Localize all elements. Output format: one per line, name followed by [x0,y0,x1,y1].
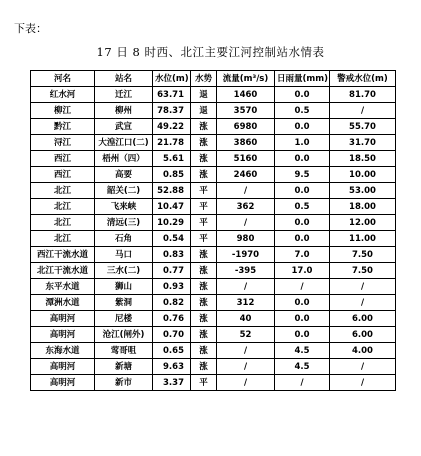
col-header-flow: 流量(m³/s) [217,71,275,87]
rainfall-cell: 0.0 [275,311,330,327]
rainfall-cell: 0.0 [275,231,330,247]
table-row [31,135,396,151]
flow-cell: 3860 [217,135,275,151]
trend-cell: 涨 [191,247,217,263]
flow-cell: 40 [217,311,275,327]
level-cell: 0.85 [153,167,191,183]
trend-cell: 平 [191,183,217,199]
table-row [31,327,396,343]
level-cell: 10.47 [153,199,191,215]
table-row [31,167,396,183]
col-header-station: 站名 [95,71,153,87]
water-level-table [30,70,396,391]
station-cell: 沧江(闸外) [95,327,153,343]
warning-cell: 10.00 [330,167,396,183]
flow-cell: 3570 [217,103,275,119]
level-cell: 0.65 [153,343,191,359]
level-cell: 5.61 [153,151,191,167]
river-cell: 东平水道 [31,279,95,295]
river-cell: 高明河 [31,311,95,327]
level-cell: 0.70 [153,327,191,343]
station-cell: 新塘 [95,359,153,375]
trend-cell: 退 [191,87,217,103]
trend-cell: 平 [191,215,217,231]
flow-cell: 52 [217,327,275,343]
rainfall-cell: 0.5 [275,199,330,215]
station-cell: 高要 [95,167,153,183]
river-cell: 西江 [31,167,95,183]
rainfall-cell: 0.0 [275,119,330,135]
trend-cell: 平 [191,375,217,391]
level-cell: 78.37 [153,103,191,119]
table-row [31,103,396,119]
trend-cell: 涨 [191,279,217,295]
river-cell: 北江 [31,231,95,247]
river-cell: 北江干流水道 [31,263,95,279]
table-row [31,375,396,391]
col-header-warning: 警戒水位(m) [330,71,396,87]
flow-cell: 312 [217,295,275,311]
table-row [31,215,396,231]
river-cell: 黔江 [31,119,95,135]
rainfall-cell: 0.5 [275,103,330,119]
table-row [31,231,396,247]
river-cell: 西江干流水道 [31,247,95,263]
river-cell: 北江 [31,215,95,231]
flow-cell: 362 [217,199,275,215]
flow-cell: 1460 [217,87,275,103]
station-cell: 石角 [95,231,153,247]
table-row [31,119,396,135]
rainfall-cell: 7.0 [275,247,330,263]
flow-cell: / [217,375,275,391]
table-row [31,343,396,359]
river-cell: 柳江 [31,103,95,119]
river-cell: 潭洲水道 [31,295,95,311]
table-row [31,199,396,215]
river-cell: 红水河 [31,87,95,103]
warning-cell: / [330,279,396,295]
warning-cell: 6.00 [330,311,396,327]
level-cell: 0.82 [153,295,191,311]
trend-cell: 涨 [191,135,217,151]
header-row [31,71,396,87]
station-cell: 尼楼 [95,311,153,327]
warning-cell: / [330,295,396,311]
trend-cell: 涨 [191,119,217,135]
flow-cell: -1970 [217,247,275,263]
rainfall-cell: 17.0 [275,263,330,279]
level-cell: 3.37 [153,375,191,391]
level-cell: 0.83 [153,247,191,263]
rainfall-cell: 0.0 [275,87,330,103]
intro-text: 下表： [14,22,47,35]
warning-cell: 81.70 [330,87,396,103]
station-cell: 武宣 [95,119,153,135]
level-cell: 49.22 [153,119,191,135]
level-cell: 0.54 [153,231,191,247]
table-row [31,295,396,311]
river-cell: 高明河 [31,375,95,391]
table-row [31,359,396,375]
col-header-trend: 水势 [191,71,217,87]
flow-cell: / [217,279,275,295]
table-row [31,279,396,295]
col-header-river: 河名 [31,71,95,87]
trend-cell: 涨 [191,343,217,359]
table-row [31,87,396,103]
warning-cell: / [330,375,396,391]
level-cell: 21.78 [153,135,191,151]
level-cell: 52.88 [153,183,191,199]
station-cell: 狮山 [95,279,153,295]
rainfall-cell: / [275,279,330,295]
station-cell: 飞来峡 [95,199,153,215]
trend-cell: 退 [191,103,217,119]
river-cell: 北江 [31,183,95,199]
station-cell: 大湟江口(二) [95,135,153,151]
trend-cell: 涨 [191,167,217,183]
flow-cell: 2460 [217,167,275,183]
trend-cell: 涨 [191,311,217,327]
station-cell: 三水(二) [95,263,153,279]
flow-cell: / [217,215,275,231]
rainfall-cell: / [275,375,330,391]
rainfall-cell: 0.0 [275,215,330,231]
rainfall-cell: 0.0 [275,327,330,343]
level-cell: 9.63 [153,359,191,375]
rainfall-cell: 0.0 [275,295,330,311]
warning-cell: / [330,359,396,375]
flow-cell: 6980 [217,119,275,135]
trend-cell: 涨 [191,263,217,279]
level-cell: 10.29 [153,215,191,231]
table-row [31,247,396,263]
rainfall-cell: 0.0 [275,183,330,199]
river-cell: 西江 [31,151,95,167]
warning-cell: 7.50 [330,263,396,279]
rainfall-cell: 1.0 [275,135,330,151]
flow-cell: 5160 [217,151,275,167]
station-cell: 马口 [95,247,153,263]
trend-cell: 平 [191,199,217,215]
station-cell: 清远(三) [95,215,153,231]
trend-cell: 涨 [191,151,217,167]
warning-cell: 12.00 [330,215,396,231]
river-cell: 北江 [31,199,95,215]
warning-cell: 18.00 [330,199,396,215]
flow-cell: / [217,359,275,375]
flow-cell: 980 [217,231,275,247]
warning-cell: 53.00 [330,183,396,199]
table-row [31,263,396,279]
flow-cell: / [217,343,275,359]
trend-cell: 平 [191,231,217,247]
river-cell: 高明河 [31,359,95,375]
flow-cell: / [217,183,275,199]
level-cell: 63.71 [153,87,191,103]
warning-cell: / [330,103,396,119]
river-cell: 浔江 [31,135,95,151]
table-title: 17 日 8 时西、北江主要江河控制站水情表 [96,45,325,59]
col-header-rainfall: 日雨量(mm) [275,71,330,87]
table-row [31,311,396,327]
table-row [31,183,396,199]
warning-cell: 7.50 [330,247,396,263]
trend-cell: 涨 [191,359,217,375]
level-cell: 0.77 [153,263,191,279]
rainfall-cell: 4.5 [275,359,330,375]
station-cell: 迁江 [95,87,153,103]
warning-cell: 4.00 [330,343,396,359]
warning-cell: 18.50 [330,151,396,167]
station-cell: 莺哥咀 [95,343,153,359]
rainfall-cell: 4.5 [275,343,330,359]
station-cell: 新市 [95,375,153,391]
station-cell: 韶关(二) [95,183,153,199]
flow-cell: -395 [217,263,275,279]
trend-cell: 涨 [191,327,217,343]
level-cell: 0.93 [153,279,191,295]
station-cell: 梧州（四） [95,151,153,167]
warning-cell: 31.70 [330,135,396,151]
warning-cell: 55.70 [330,119,396,135]
station-cell: 紫洞 [95,295,153,311]
river-cell: 高明河 [31,327,95,343]
warning-cell: 6.00 [330,327,396,343]
col-header-level: 水位(m) [153,71,191,87]
river-cell: 东海水道 [31,343,95,359]
trend-cell: 涨 [191,295,217,311]
table-row [31,151,396,167]
rainfall-cell: 9.5 [275,167,330,183]
rainfall-cell: 0.0 [275,151,330,167]
level-cell: 0.76 [153,311,191,327]
warning-cell: 11.00 [330,231,396,247]
station-cell: 柳州 [95,103,153,119]
